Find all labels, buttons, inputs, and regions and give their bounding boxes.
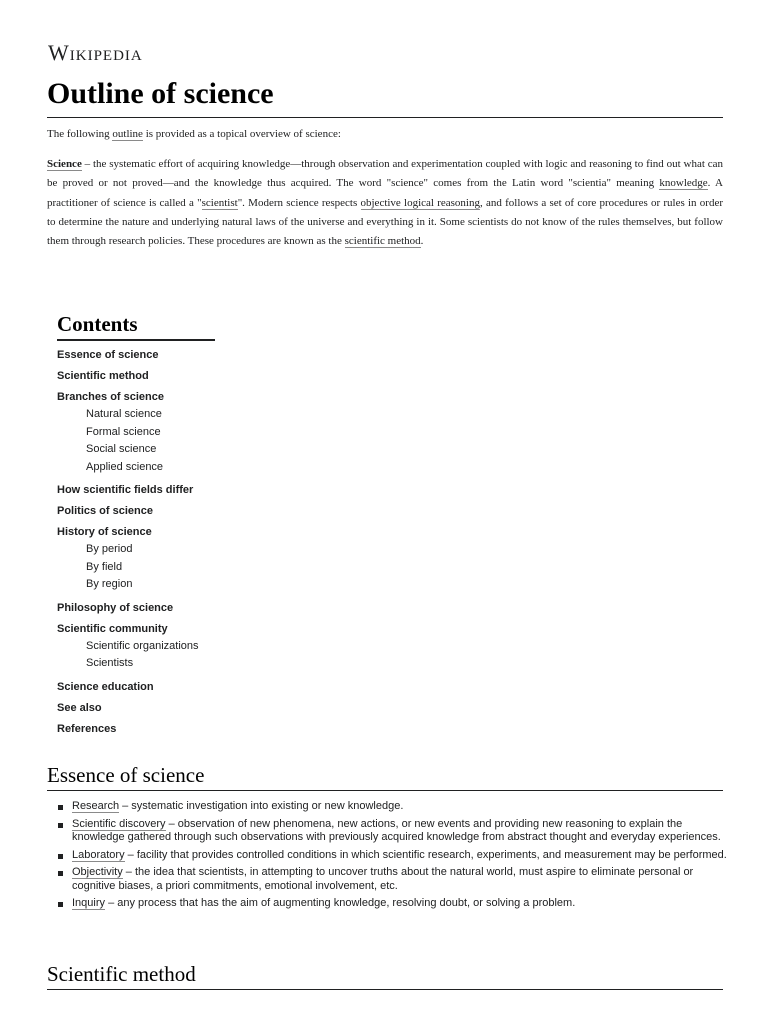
essence-divider <box>47 790 723 791</box>
list-item: Inquiry – any process that has the aim of augmenting knowledge, resolving doubt, or solving a problem. <box>57 897 729 911</box>
scientific-discovery-link[interactable]: Scientific discovery <box>72 817 166 830</box>
outline-link[interactable]: outline <box>112 128 143 140</box>
knowledge-link[interactable]: knowledge <box>659 177 708 190</box>
scientist-link[interactable]: scientist <box>201 196 238 209</box>
list-item: Laboratory – facility that provides controlled conditions in which scientific research, experiments, and measurement may be performed. <box>57 849 729 863</box>
toc-item-politics[interactable]: Politics of science <box>57 505 153 517</box>
wikipedia-wordmark[interactable]: Wikipedia <box>48 40 143 65</box>
scientific-method-link[interactable]: scientific method <box>344 235 421 248</box>
toc-subitem-formal-science[interactable]: Formal science <box>86 425 161 438</box>
toc-subitem-by-field[interactable]: By field <box>86 560 123 573</box>
objective-logical-reasoning-link[interactable]: objective logical reasoning <box>360 196 480 209</box>
page-title: Outline of science <box>47 77 274 110</box>
scientific-method-divider <box>47 989 723 990</box>
toc-subitem-natural-science[interactable]: Natural science <box>86 408 162 420</box>
toc-subitem-scientists[interactable]: Scientists <box>86 657 134 669</box>
laboratory-link[interactable]: Laboratory <box>72 848 125 861</box>
toc-title: Contents <box>57 310 215 341</box>
toc-item-scientific-method[interactable]: Scientific method <box>57 370 149 382</box>
toc-subitem-by-region[interactable]: By region <box>86 578 133 590</box>
toc-item-see-also[interactable]: See also <box>57 701 102 714</box>
toc-item-education[interactable]: Science education <box>57 680 154 693</box>
essence-list <box>57 800 729 915</box>
lead-paragraph: Science – the systematic effort of acquiring knowledge—through observation and experimentation coupled with logic and reasoning to find out what can be proved or not proved—and the knowledge thus acquired. The word "science" comes from the Latin word "scientia" meaning knowledge. A practitioner of science is called a "scientist". Modern science respects objective logical reasoning, and follows a set of core procedures or rules in order to determine the nature and underlying natural laws of the universe and everything in it. Some scientists do not know of the rules themselves, but follow them through research policies. These procedures are known as the scientific method. <box>47 158 723 248</box>
intro-paragraph: The following outline is provided as a topical overview of science: <box>47 128 341 140</box>
toc-item-history[interactable]: History of science By period By field By region <box>57 525 357 594</box>
toc-subitem-applied-science[interactable]: Applied science <box>86 460 164 473</box>
toc-item-branches[interactable]: Branches of science Natural science Formal science Social science Applied science <box>57 390 357 476</box>
list-item: Objectivity – the idea that scientists, in attempting to uncover truths about the natural world, must aspire to eliminate personal or cognitive biases, a priori commitments, emotional involvement, etc. <box>57 866 729 893</box>
toc-item-fields-differ[interactable]: How scientific fields differ <box>57 484 194 496</box>
toc-item-philosophy[interactable]: Philosophy of science <box>57 601 174 614</box>
title-divider <box>47 117 723 118</box>
toc-item-references[interactable]: References <box>57 722 117 735</box>
science-link[interactable]: Science <box>47 158 82 170</box>
list-item: Scientific discovery – observation of new phenomena, new actions, or new events and providing new reasoning to explain the knowledge gathered through such observations with previously acquired knowledge from abstract thought and everyday experiences. <box>57 818 729 845</box>
list-item: Research – systematic investigation into existing or new knowledge. <box>57 800 729 814</box>
objectivity-link[interactable]: Objectivity <box>72 866 123 878</box>
bullet-icon <box>58 902 63 907</box>
scientific-method-heading: Scientific method <box>47 962 196 986</box>
bullet-icon <box>58 805 63 810</box>
toc-item-essence[interactable]: Essence of science <box>57 349 159 361</box>
essence-heading: Essence of science <box>47 763 205 787</box>
bullet-icon <box>58 854 63 859</box>
bullet-icon <box>58 871 63 876</box>
toc-subitem-by-period[interactable]: By period <box>86 543 133 555</box>
toc-subitem-social-science[interactable]: Social science <box>86 443 157 455</box>
toc-subitem-organizations[interactable]: Scientific organizations <box>86 639 199 652</box>
toc-item-community[interactable]: Scientific community Scientific organizations Scientists <box>57 622 357 673</box>
bullet-icon <box>58 823 63 828</box>
research-link[interactable]: Research <box>72 800 120 812</box>
table-of-contents <box>57 310 357 736</box>
inquiry-link[interactable]: Inquiry <box>72 897 106 909</box>
